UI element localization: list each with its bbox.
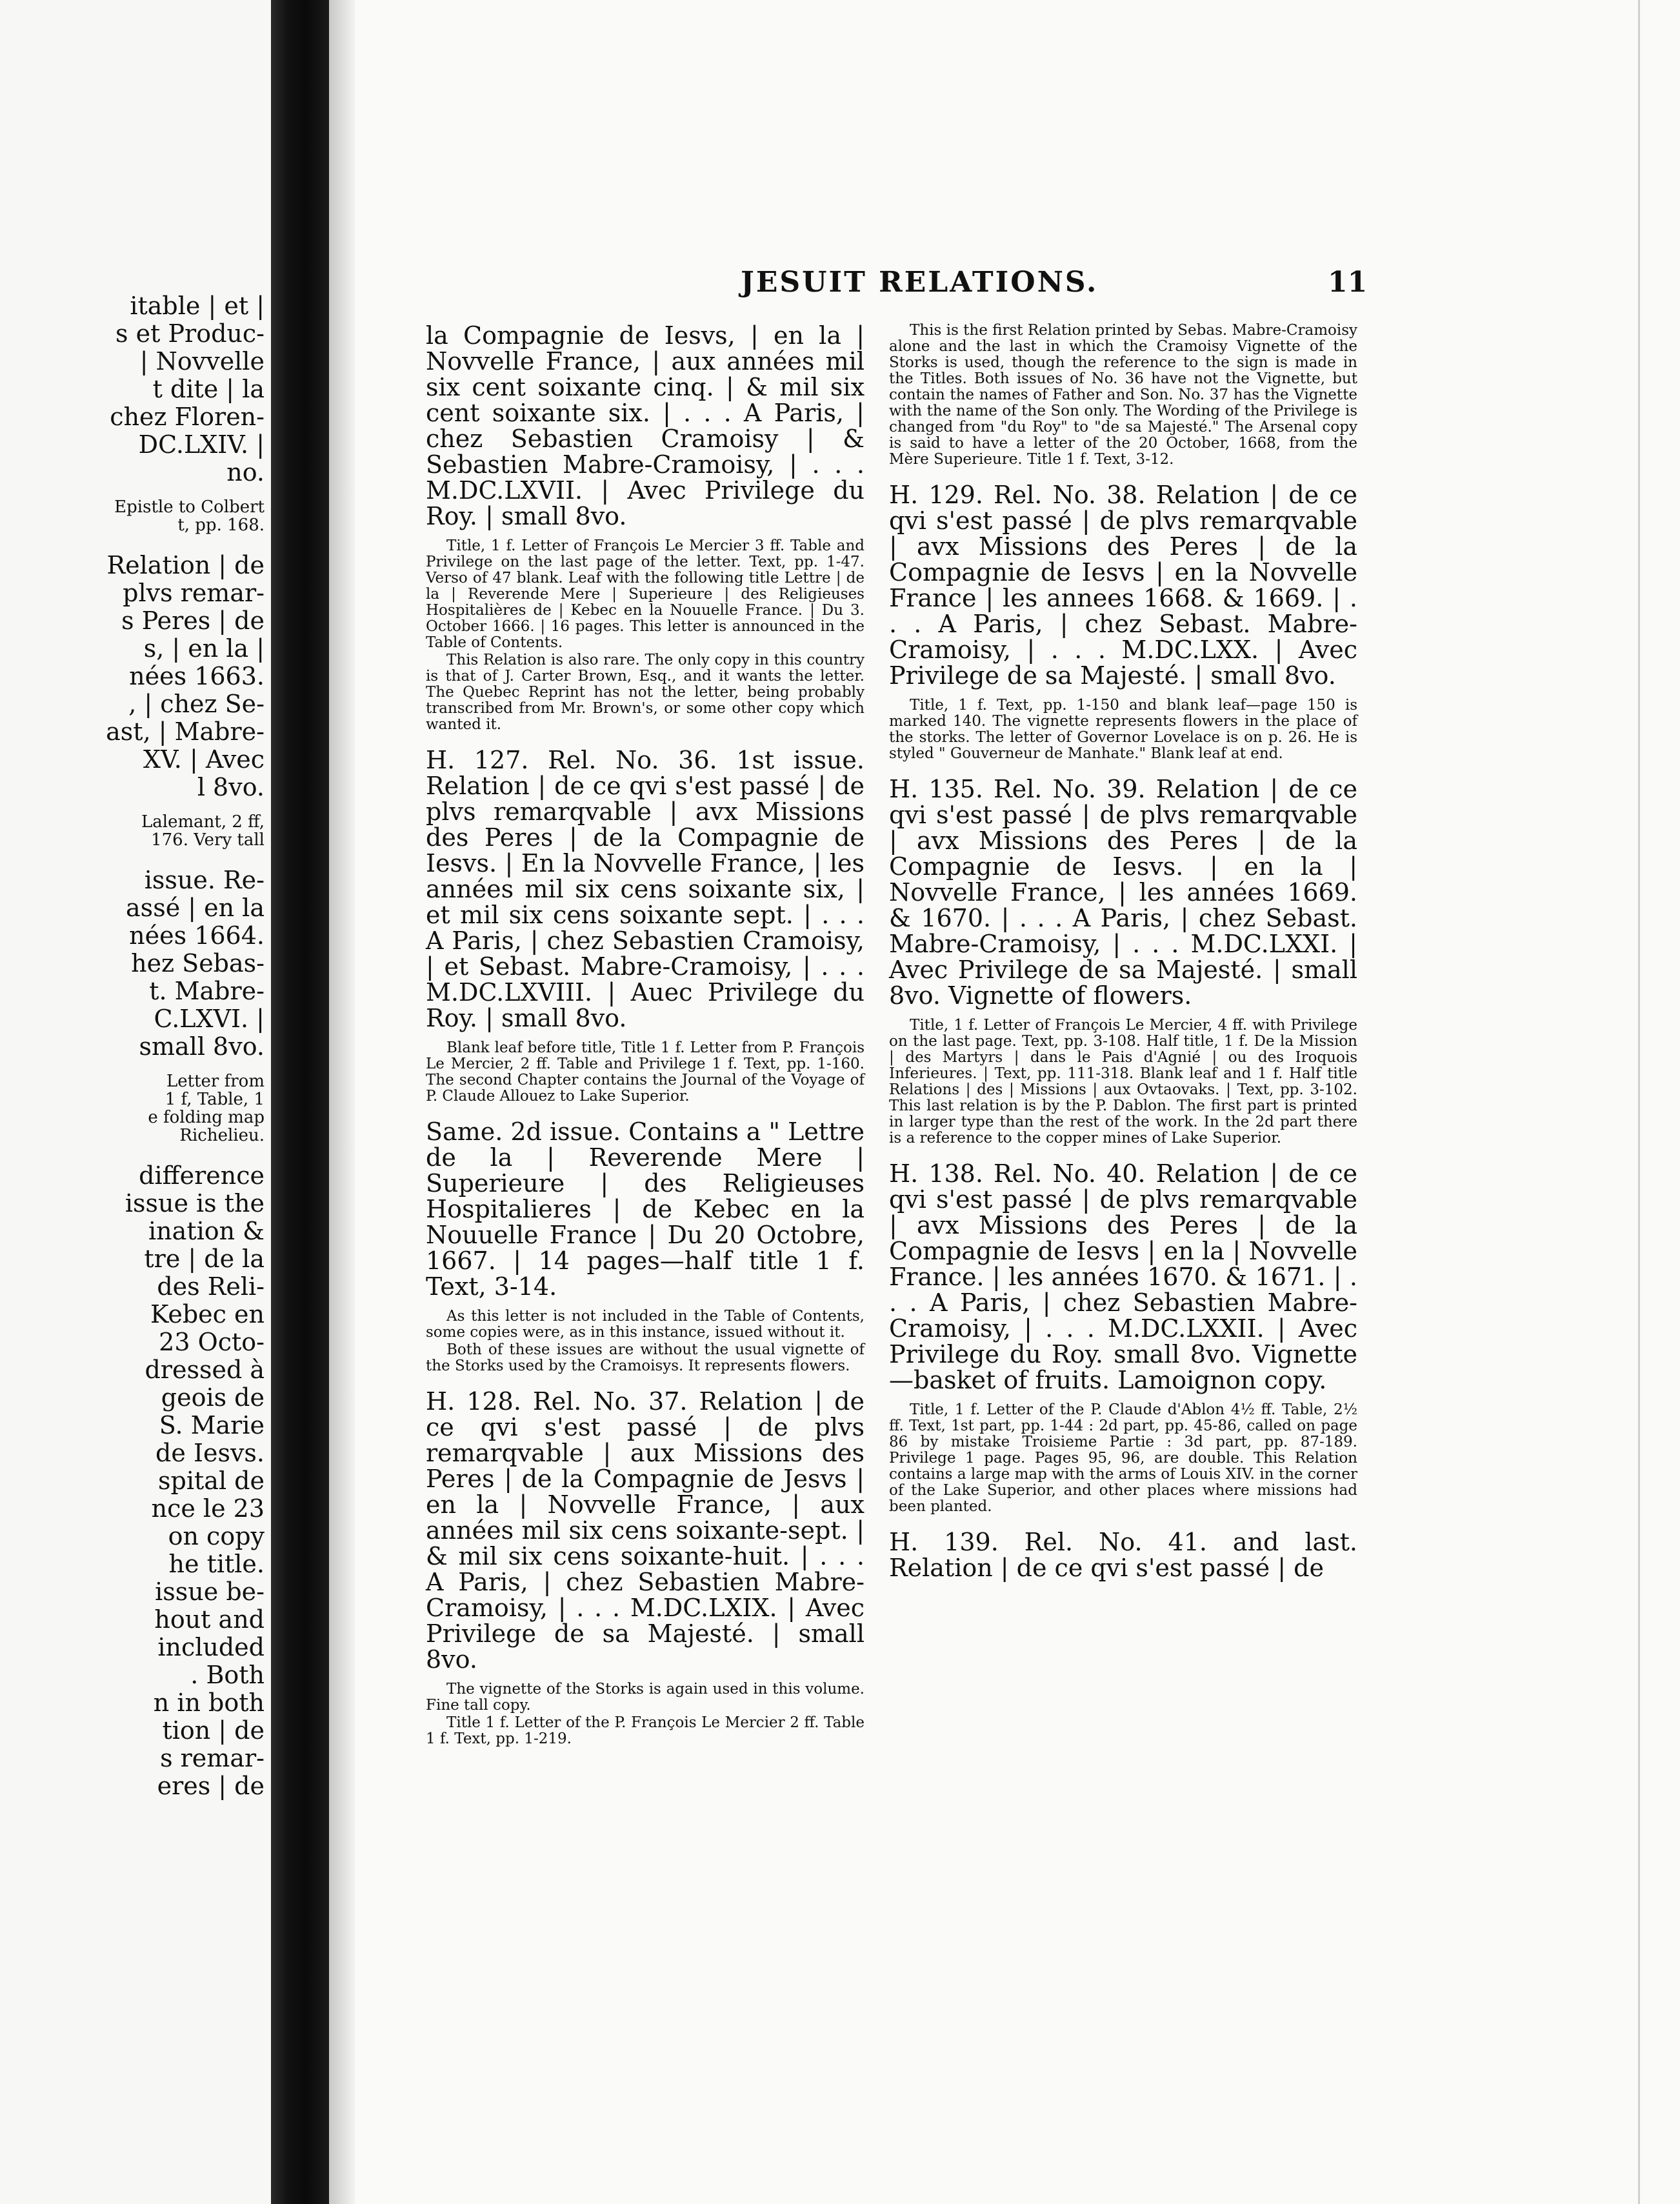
- left-page-line: des Reli-: [157, 1272, 265, 1301]
- book-gutter: [271, 0, 329, 2204]
- left-page-line: tre | de la: [144, 1245, 265, 1273]
- entry-note: [426, 1308, 865, 1374]
- entry-same-2d-issue: Same. 2d issue. Contains a " Lettre de la | Reverende Mere | Superieure | des Religieuses Hospitalieres | de Kebec en la Nouuelle France | Du 20 Octobre, 1667. | 14 pages—half title 1 f. Text, 3-14.: [426, 1117, 865, 1301]
- left-page-line: n in both: [153, 1688, 265, 1717]
- left-page-line: nées 1664.: [129, 921, 265, 950]
- left-page-line: Relation | de: [106, 551, 265, 579]
- left-page-line: DC.LXIV. |: [138, 430, 265, 459]
- note-paragraph: Title 1 f. Letter of the P. François Le Mercier 2 ff. Table 1 f. Text, pp. 1-219.: [426, 1714, 865, 1747]
- left-page-line: chez Floren-: [110, 403, 265, 431]
- left-page-line: hez Sebas-: [131, 949, 265, 977]
- note-paragraph: Both of these issues are without the usual vignette of the Storks used by the Cramoisys. It represents flowers.: [426, 1341, 865, 1374]
- left-page-line: ination &: [148, 1217, 265, 1245]
- left-page-fragment: [0, 0, 272, 2204]
- entry-h138: H. 138. Rel. No. 40. Relation | de ce qvi s'est passé | de plvs remarqvable | avx Missions des Peres | de la Compagnie de Iesvs | en la | Novvelle France. | les années 1670. & 1671. | . . . A Paris, | chez Sebastien Mabre-Cramoisy, | . . . M.DC.LXXII. | Avec Privilege du Roy. small 8vo. Vignette—basket of fruits. Lamoignon copy.: [889, 1159, 1357, 1394]
- note-paragraph: Title, 1 f. Letter of François Le Mercier, 4 ff. with Privilege on the last page. Text, pp. 3-108. Half title, 1 f. De la Mission | des Martyrs | dans le Pais d'Agnié | ou des Iroquois Inferieures. | Text, pp. 111-318. Blank leaf and 1 f. Half title Relations | des | Missions | aux Ovtaovaks. | Text, pp. 3-102. This last relation is by the P. Dablon. The first part is printed in larger type than the rest of the work. In the 2d part there is a reference to the copper mines of Lake Superior.: [889, 1017, 1357, 1147]
- left-page-line: | Novvelle: [139, 347, 265, 376]
- left-page-line: s remar-: [160, 1744, 265, 1772]
- left-page-line: on copy: [168, 1522, 265, 1550]
- left-page-line: plvs remar-: [123, 579, 265, 607]
- entry-note: [889, 697, 1357, 762]
- left-page-line: Kebec en: [150, 1300, 265, 1328]
- left-page-line: 1 f, Table, 1: [165, 1090, 265, 1109]
- intro-note: This is the first Relation printed by Sebas. Mabre-Cramoisy alone and the last in which the Cramoisy Vignette of the Storks is used, though the reference to the sign is made in the Titles. Both issues of No. 36 have not the Vignette, but contain the names of Father and Son. No. 37 has the Vignette with the name of the Son only. The Wording of the Privilege is changed from "du Roy" to "de sa Majesté." The Arsenal copy is said to have a letter of the 20 October, 1668, from the Mère Superieure. Title 1 f. Text, 3-12.: [889, 322, 1357, 468]
- column-right: [889, 323, 1357, 1590]
- note-paragraph: Blank leaf before title, Title 1 f. Letter from P. François Le Mercier, 2 ff. Table and Privilege 1 f. Text, pp. 1-160. The second Chapter contains the Journal of the Voyage of P. Claude Allouez to Lake Superior.: [426, 1039, 865, 1105]
- left-page-line: spital de: [158, 1467, 265, 1495]
- left-page-line: s, | en la |: [143, 634, 265, 663]
- note-paragraph: Title, 1 f. Letter of François Le Mercier 3 ff. Table and Privilege on the last page of the letter. Text, pp. 1-47. Verso of 47 blank. Leaf with the following title Lettre | de la | Reverende Mere | Superieure | des Religieuses Hospitalières de | Kebec en la Nouuelle France. | Du 3. October 1666. | 16 pages. This letter is announced in the Table of Contents.: [426, 537, 865, 651]
- left-page-line: . Both: [190, 1661, 265, 1689]
- left-page-line: Lalemant, 2 ff,: [141, 812, 265, 832]
- entry-continuation: la Compagnie de Iesvs, | en la | Novvelle France, | aux années mil six cent soixante cinq. | & mil six cent soixante six. | . . . A Paris, | chez Sebastien Cramoisy | & Sebastien Mabre-Cramoisy, | . . . M.DC.LXVII. | Avec Privilege du Roy. | small 8vo.: [426, 321, 865, 530]
- left-page-line: Richelieu.: [179, 1126, 265, 1145]
- gutter-shadow: [329, 0, 355, 2204]
- left-page-line: Epistle to Colbert: [114, 497, 265, 517]
- entry-h127: H. 127. Rel. No. 36. 1st issue. Relation | de ce qvi s'est passé | de plvs remarqvable | avx Missions des Peres | de la Compagnie de Iesvs. | En la Novvelle France, | les années mil six cens soixante six, | et mil six cens soixante sept. | . . . A Paris, | chez Sebastien Cramoisy, | et Sebast. Mabre-Cramoisy, | . . . M.DC.LXVIII. | Auec Privilege du Roy. | small 8vo.: [426, 746, 865, 1032]
- left-page-line: XV. | Avec: [143, 745, 265, 774]
- left-page-line: hout and: [154, 1605, 265, 1634]
- left-page-line: t, pp. 168.: [177, 516, 265, 535]
- entry-h128: H. 128. Rel. No. 37. Relation | de ce qvi s'est passé | de plvs remarqvable | aux Missions des Peres | de la Compagnie de Jesvs | en la | Novvelle France, | aux années mil six cens soixante-sept. | & mil six cens soixante-huit. | . . . A Paris, | chez Sebastien Mabre-Cramoisy, | . . . M.DC.LXIX. | Avec Privilege de sa Majesté. | small 8vo.: [426, 1387, 865, 1674]
- left-page-line: itable | et |: [130, 292, 265, 320]
- left-page-line: small 8vo.: [139, 1032, 265, 1061]
- left-page-line: 176. Very tall: [151, 830, 265, 850]
- left-page-line: issue is the: [125, 1189, 265, 1217]
- left-page-line: C.LXVI. |: [154, 1005, 265, 1033]
- left-page-line: s et Produc-: [115, 319, 265, 348]
- left-page-line: e folding map: [148, 1108, 265, 1127]
- left-page-line: nce le 23: [151, 1494, 265, 1523]
- note-paragraph: Title, 1 f. Letter of the P. Claude d'Ablon 4½ ff. Table, 2½ ff. Text, 1st part, pp. 1-44 : 2d part, pp. 45-86, called on page 86 by mistake Troisieme Partie : 3d part, pp. 87-189. Privilege 1 page. Pages 95, 96, are double. This Relation contains a large map with the arms of Louis XIV. in the corner of the Lake Superior, and other places where missions had been planted.: [889, 1401, 1357, 1515]
- left-page-line: geois de: [161, 1383, 265, 1412]
- left-page-line: he title.: [168, 1550, 265, 1578]
- left-page-line: s Peres | de: [121, 606, 265, 635]
- entry-note: [426, 538, 865, 733]
- entry-h135: H. 135. Rel. No. 39. Relation | de ce qvi s'est passé | de plvs remarqvable | avx Missions des Peres | de la Compagnie de Iesvs. | en la | Novvelle France, | les années 1669. & 1670. | . . . A Paris, | chez Sebast. Mabre-Cramoisy, | . . . M.DC.LXXI. | Avec Privilege de sa Majesté. | small 8vo. Vignette of flowers.: [889, 775, 1357, 1010]
- left-page-line: Letter from: [166, 1072, 265, 1091]
- entry-note: [889, 1017, 1357, 1147]
- left-page-line: de Iesvs.: [155, 1439, 265, 1467]
- left-page-line: issue. Re-: [144, 866, 265, 894]
- left-page-line: difference: [139, 1161, 265, 1190]
- left-page-line: S. Marie: [159, 1411, 265, 1439]
- left-page-line: eres | de: [157, 1772, 265, 1800]
- entry-note: [426, 1681, 865, 1747]
- entry-note: [889, 1402, 1357, 1515]
- left-page-line: , | chez Se-: [128, 690, 265, 718]
- running-head: JESUIT RELATIONS.: [741, 266, 1099, 299]
- left-page-line: dressed à: [145, 1356, 265, 1384]
- left-page-line: no.: [226, 458, 265, 486]
- left-page-line: issue be-: [155, 1578, 265, 1606]
- entry-note: [426, 1040, 865, 1105]
- note-paragraph: This Relation is also rare. The only copy in this country is that of J. Carter Brown, Esq., and it wants the letter. The Quebec Reprint has not the letter, being probably transcribed from Mr. Brown's, or some other copy which wanted it.: [426, 652, 865, 733]
- note-paragraph: Title, 1 f. Text, pp. 1-150 and blank leaf—page 150 is marked 140. The vignette represents flowers in the place of the storks. The letter of Governor Lovelace is on p. 26. He is styled " Gouverneur de Manhate." Blank leaf at end.: [889, 697, 1357, 762]
- left-page-line: t dite | la: [152, 375, 265, 403]
- left-page-line: 23 Octo-: [159, 1328, 265, 1356]
- note-paragraph: The vignette of the Storks is again used in this volume. Fine tall copy.: [426, 1681, 865, 1714]
- page-number: 11: [1328, 266, 1368, 299]
- left-page-line: l 8vo.: [197, 773, 265, 801]
- entry-h139: H. 139. Rel. No. 41. and last. Relation | de ce qvi s'est passé | de: [889, 1528, 1357, 1582]
- left-page-line: nées 1663.: [129, 662, 265, 690]
- left-page-line: ast, | Mabre-: [106, 717, 265, 746]
- note-paragraph: As this letter is not included in the Table of Contents, some copies were, as in this instance, issued without it.: [426, 1308, 865, 1341]
- left-page-line: tion | de: [162, 1716, 265, 1745]
- left-page-line: included: [157, 1633, 265, 1661]
- entry-h129: H. 129. Rel. No. 38. Relation | de ce qvi s'est passé | de plvs remarqvable | avx Missions des Peres | de la Compagnie de Iesvs | en la Novvelle France | les annees 1668. & 1669. | . . . A Paris, | chez Sebast. Mabre-Cramoisy, | . . . M.DC.LXX. | Avec Privilege de sa Majesté. | small 8vo.: [889, 481, 1357, 690]
- left-page-line: t. Mabre-: [149, 977, 265, 1005]
- left-page-line: assé | en la: [126, 894, 265, 922]
- column-left: [426, 323, 865, 1761]
